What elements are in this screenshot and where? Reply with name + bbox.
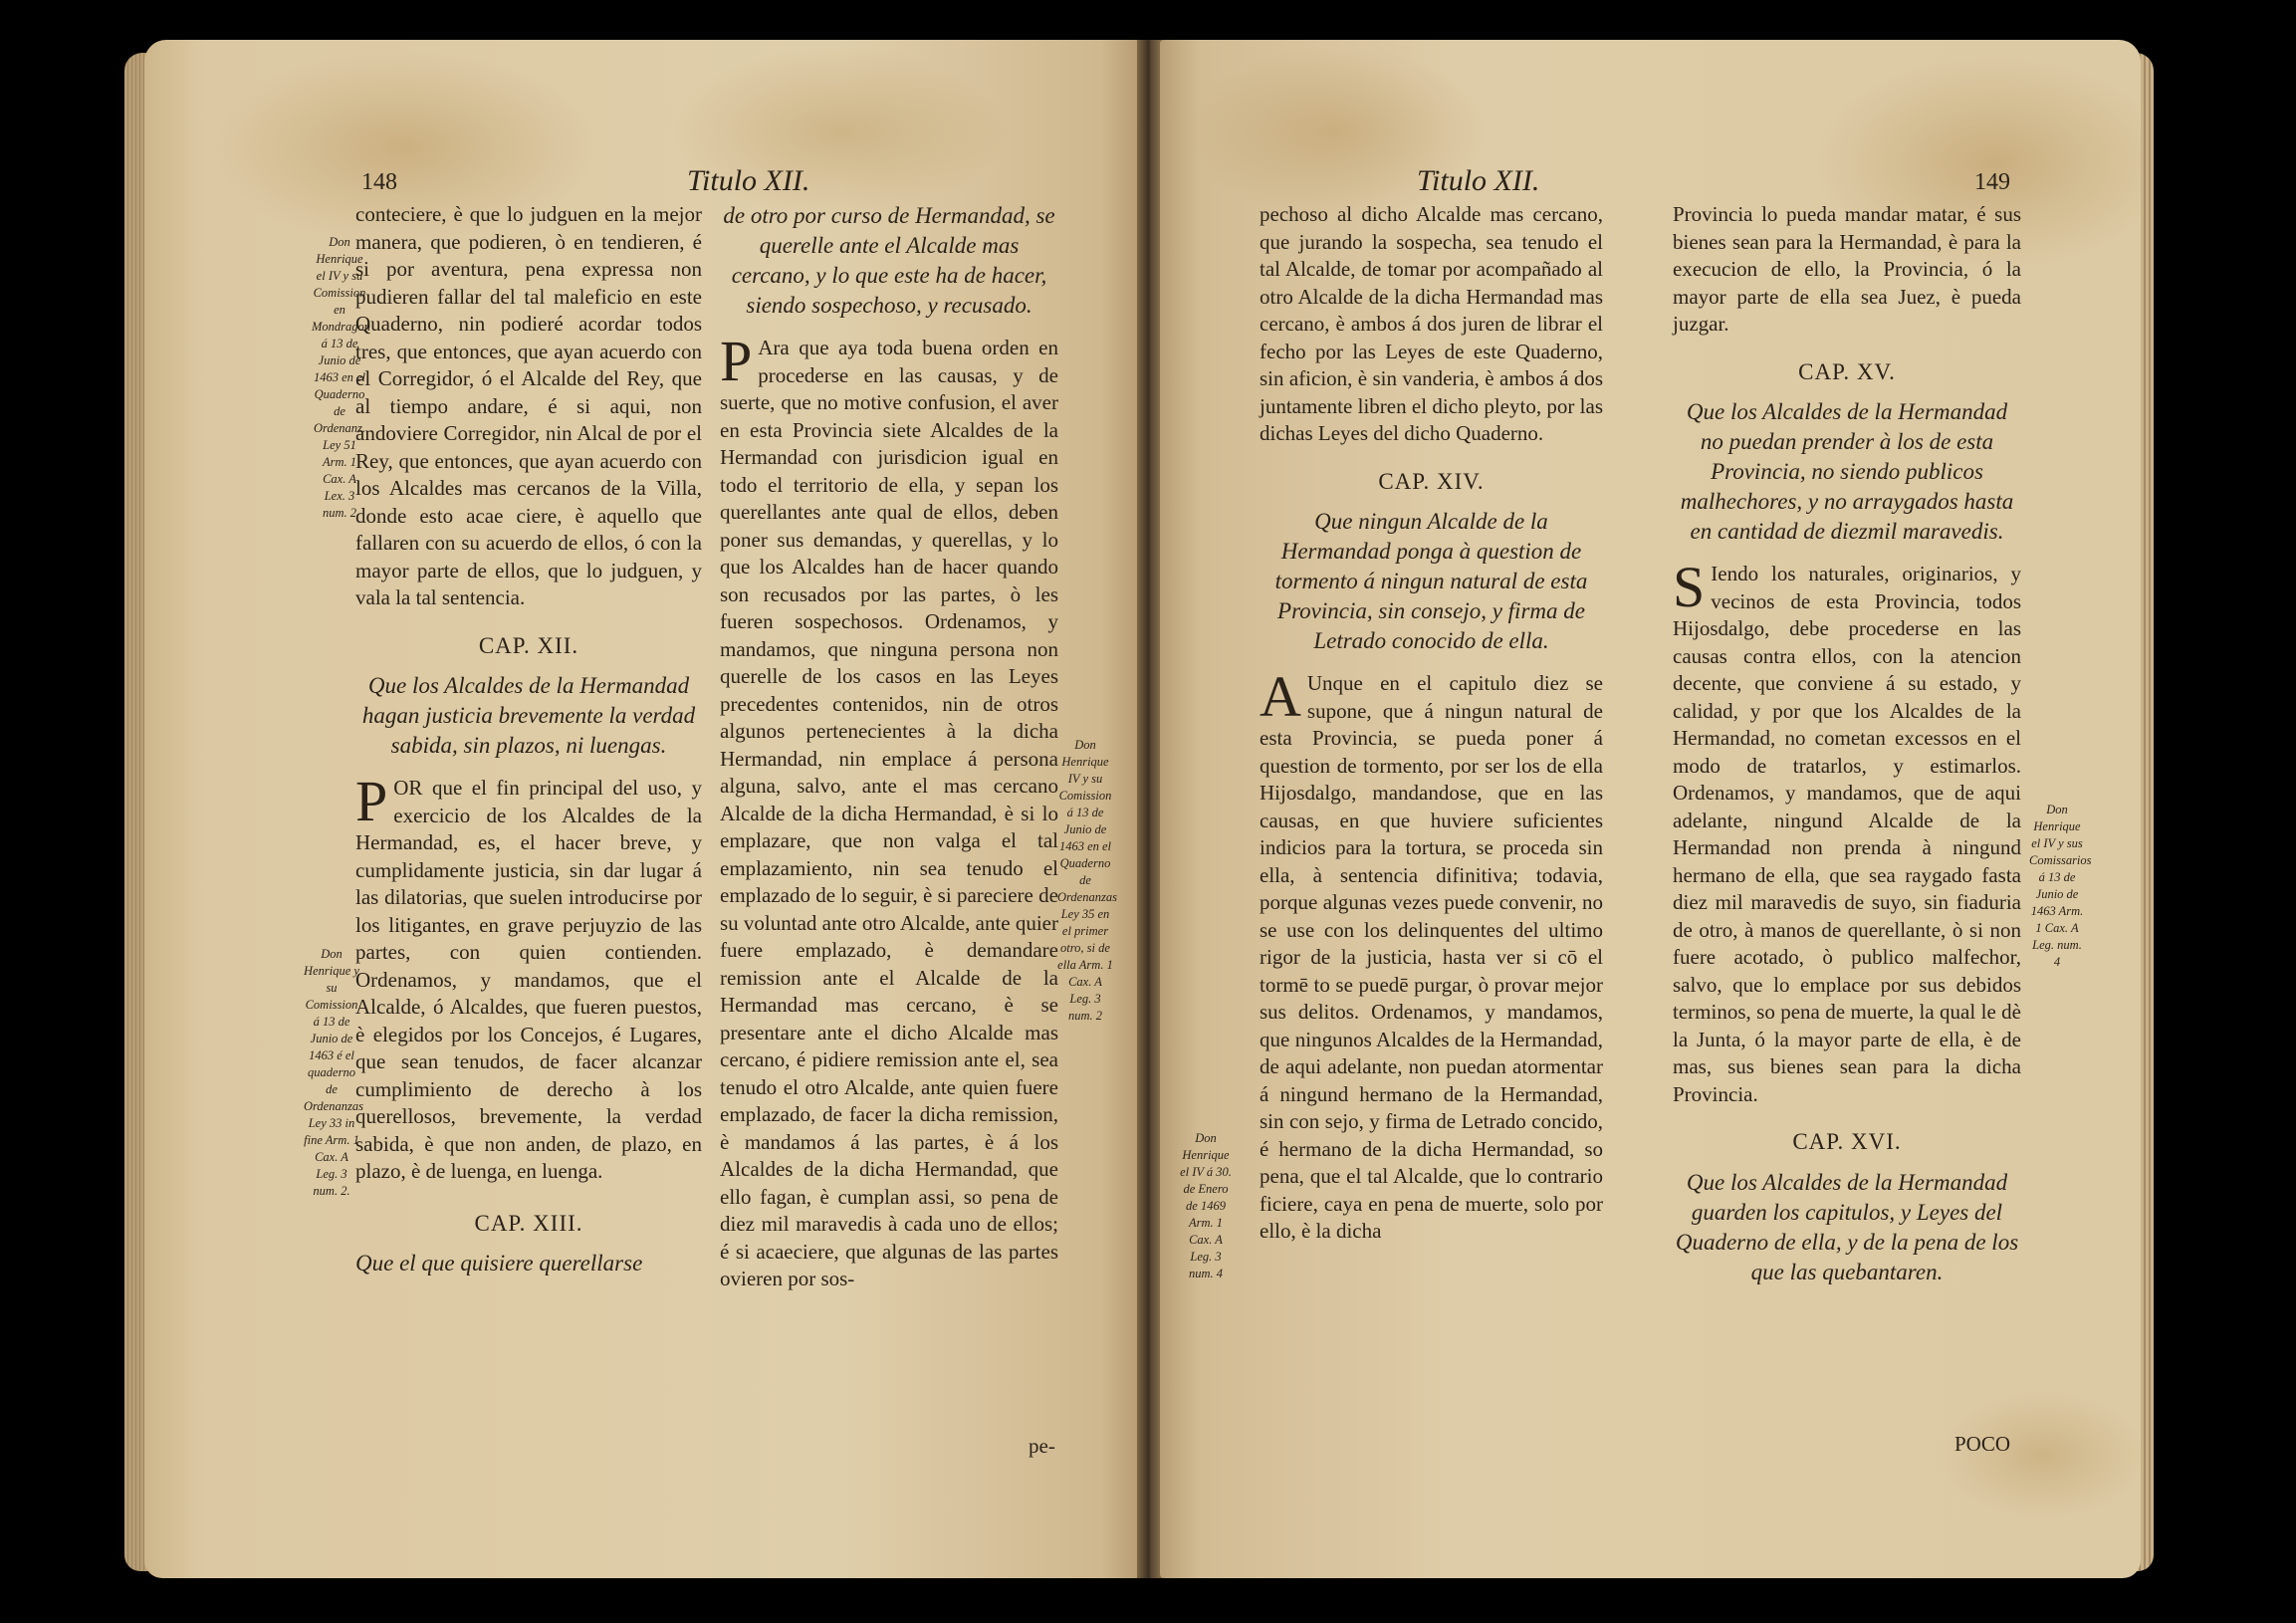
chapter-title: CAP. XIV. [1378, 468, 1485, 494]
chapter-heading: Que los Alcaldes de la Hermandad hagan justicia brevemente la verdad sabida, sin plazos, ni luengas. [361, 673, 696, 758]
chapter-title: CAP. XII. [478, 632, 579, 658]
chapter-heading: de otro por curso de Hermandad, se querelle ante el Alcalde mas cercano, y lo que este ha de hacer, siendo sospechoso, y recusado. [723, 203, 1055, 318]
page-number: 148 [361, 169, 397, 195]
chapter-heading: Que el que quisiere querellarse [355, 1251, 643, 1275]
text-column-right [720, 201, 1058, 1293]
paragraph: A Unque en el capitulo diez se supone, que á ningun natural de esta Provincia, se pueda poner á question de tormento, por ser los de ella Hijosdalgo, mandandose, que en las causas, en que huviere suficientes indicios para la tortura, se proceda sin ella, à sentencia difinitiva; todavia, porque algunas vezes puede convenir, no se use con los delinquentes del ultimo rigor de la justicia, hasta ver si cō el tormē to se puedē purgar, ò provar mejor sus delitos. Ordenamos, y mandamos, que ningunos Alcaldes de la Hermandad, de aqui adelante, non puedan atormentar á ningund hermano de la Hermandad, sin con sejo, y firma de Letrado concido, é hermano de la dicha Hermandad, so pena, que el tal Alcalde, que lo contrario ficiere, caya en pena de muerte, solo por ello, è la dicha [1260, 664, 1603, 1243]
right-page [1160, 40, 2141, 1578]
chapter-heading: Que los Alcaldes de la Hermandad guarden los capitulos, y Leyes del Quaderno de ella, y de la pena de los que las quebantaren. [1675, 1169, 2019, 1284]
paragraph: Provincia lo pueda mandar matar, é sus bienes sean para la Hermandad, è para la execucion de ello, la Provincia, ó la mayor parte de ella sea Juez, è pueda juzgar. [1673, 202, 2021, 336]
left-page [144, 40, 1140, 1578]
drop-cap: S [1673, 555, 1706, 619]
margin-note: Don Henrique el IV y sus Comissarios á 13 de Junio de 1463 Arm. 1 Cax. A Leg. num. 4 [2029, 803, 2092, 969]
chapter-heading: Que los Alcaldes de la Hermandad no puedan prender à los de esta Provincia, no siendo publicos malhechores, y no arraygados hasta en cantidad de diezmil maravedis. [1680, 399, 2014, 544]
paragraph: pechoso al dicho Alcalde mas cercano, que jurando la sospecha, sea tenudo el tal Alcalde, de tomar por acompañado al otro Alcalde de la dicha Hermandad mas cercano, è ambos á dos juren de librar el fecho por las Leyes de este Quaderno, sin aficion, è sin vanderia, è ambos á dos juntamente libren el dicho pleyto, por las dichas Leyes del dicho Quaderno. [1260, 202, 1603, 445]
catchword: POCO [1954, 1432, 2011, 1456]
drop-cap: A [1260, 664, 1301, 729]
chapter-title: CAP. XIII. [474, 1210, 583, 1236]
drop-cap: P [720, 329, 753, 393]
paragraph: S Iendo los naturales, originarios, y vecinos de esta Provincia, todos Hijosdalgo, debe procederse en las causas contra ellos, con la atencion decente, que conviene á su estado, y calidad, y por que los Alcaldes de la Hermandad, no cometan excessos en el modo de tratarlos, y estimarlos. Ordenamos, y mandamos, que de aqui adelante, ningund Alcalde de la Hermandad non prenda à ningund hermano de ella, que sea raygado fasta diez mil maravedis de suyo, sin fiaduria de otro, à manos de querellante, ò si non fuere acotado, ò publico malfechor, salvo, que lo emplace por sus debidos terminos, so pena de muerte, la qual le dè la Junta, ó la mayor parte de ella, è de mas, sus bienes sean para la dicha Provincia. [1673, 555, 2021, 1106]
text-column-left [1260, 201, 1603, 1246]
paragraph: conteciere, è que lo judguen en la mejor manera, que podieren, ò en tendieren, é si por aventura, pena expressa non pudieren fallar del tal maleficio en este Quaderno, nin podieré acordar todos tres, que entonces, que ayan acuerdo con el Corregidor, ó el Alcalde del Rey, que al tiempo andare, é si aqui, non andoviere Corregidor, nin Alcal de por el Rey, que entonces, que ayan acuerdo con los Alcaldes mas cercanos de la Villa, donde esto acae ciere, è aquello que fallaren con su acuerdo de ellos, ó con la mayor parte de ellos, que lo judguen, y vala la tal sentencia. [355, 202, 702, 609]
margin-note: Don Henrique y su Comission á 13 de Junio de 1463 é el quaderno de Ordenanzas Ley 33 in fine Arm. 1 Cax. A Leg. 3 num. 2. [304, 947, 363, 1198]
paragraph: P Ara que aya toda buena orden en procederse en las causas, y de suerte, que no motive confusion, el aver en esta Provincia siete Alcaldes de la Hermandad con jurisdicion igual en todo el territorio de ella, y sepan los querellantes ante qual de ellos, deben poner sus demandas, y querellas, y lo que los Alcaldes han de hacer quando son recusados por las partes, ò les fueren sospechosos. Ordenamos, y mandamos, que ninguna persona non querelle de los casos en las Leyes precedentes contenidos, nin de otros algunos pertenecientes à la dicha Hermandad, nin emplace á persona alguna, salvo, ante el mas cercano Alcalde de la dicha Hermandad, è si lo emplazare, que non valga el tal emplazamiento, nin sea tenudo el emplazado de lo seguir, è si pareciere de su voluntad ante otro Alcalde, ante quier fuere emplazado, è demandare remission ante el Alcalde de la Hermandad mas cercano, è se presentare ante el dicho Alcalde mas cercano, é pidiere remission ante el, sea tenudo el otro Alcalde, ante quien fuere emplazado, de facer la dicha remission, è mandamos á las partes, è á los Alcaldes de la dicha Hermandad, que ello fagan, è cumplan assi, so pena de diez mil maravedis à cada uno de ellos; é si acaeciere, que algunas de las partes ovieren por sos- [720, 329, 1058, 1290]
margin-note: Don Henrique el IV y su Comission en Mondragon á 13 de Junio de 1463 en el Quaderno de Ordenanz. Ley 51 Arm. 1 Cax. A Lex. 3 num. 2 [312, 235, 371, 520]
open-book [119, 25, 2161, 1583]
margin-note: Don Henrique IV y su Comission á 13 de Junio de 1463 en el Quaderno de Ordenanzas Ley 35 en el primer otro, si de ella Arm. 1 Cax. A Leg. 3 num. 2 [1057, 738, 1117, 1023]
running-title: Titulo XII. [687, 164, 810, 197]
chapter-title: CAP. XV. [1798, 358, 1896, 384]
drop-cap: P [355, 769, 388, 833]
text-column-left [355, 201, 702, 1278]
page-number: 149 [1974, 169, 2010, 195]
catchword: pe- [1029, 1434, 1055, 1458]
chapter-title: CAP. XVI. [1792, 1129, 1902, 1154]
margin-note: Don Henrique el IV á 30. de Enero de 1469 Arm. 1 Cax. A Leg. 3 num. 4 [1180, 1131, 1232, 1280]
text-column-right [1673, 201, 2021, 1301]
running-title: Titulo XII. [1417, 164, 1540, 197]
paragraph: POR que el fin principal del uso, y exercicio de los Alcaldes de la Hermandad, es, el hacer breve, y cumplidamente justicia, sin dar lugar á las dilatorias, que suelen introducirse por los litigantes, en grave perjuyzio de las partes, con quien contienden. Ordenamos, y mandamos, que el Alcalde, ó Alcaldes, que fueren puestos, è elegidos por los Concejos, é Lugares, que sean tenudos, de facer alcanzar cumplimiento de derecho à los querellosos, brevemente, la verdad sabida, è que non anden, de plazo, en plazo, è de luenga, en luenga. [355, 769, 702, 1183]
chapter-heading: Que ningun Alcalde de la Hermandad ponga à question de tormento á ningun natural de esta Provincia, sin consejo, y firma de Letrado conocido de ella. [1274, 509, 1588, 653]
